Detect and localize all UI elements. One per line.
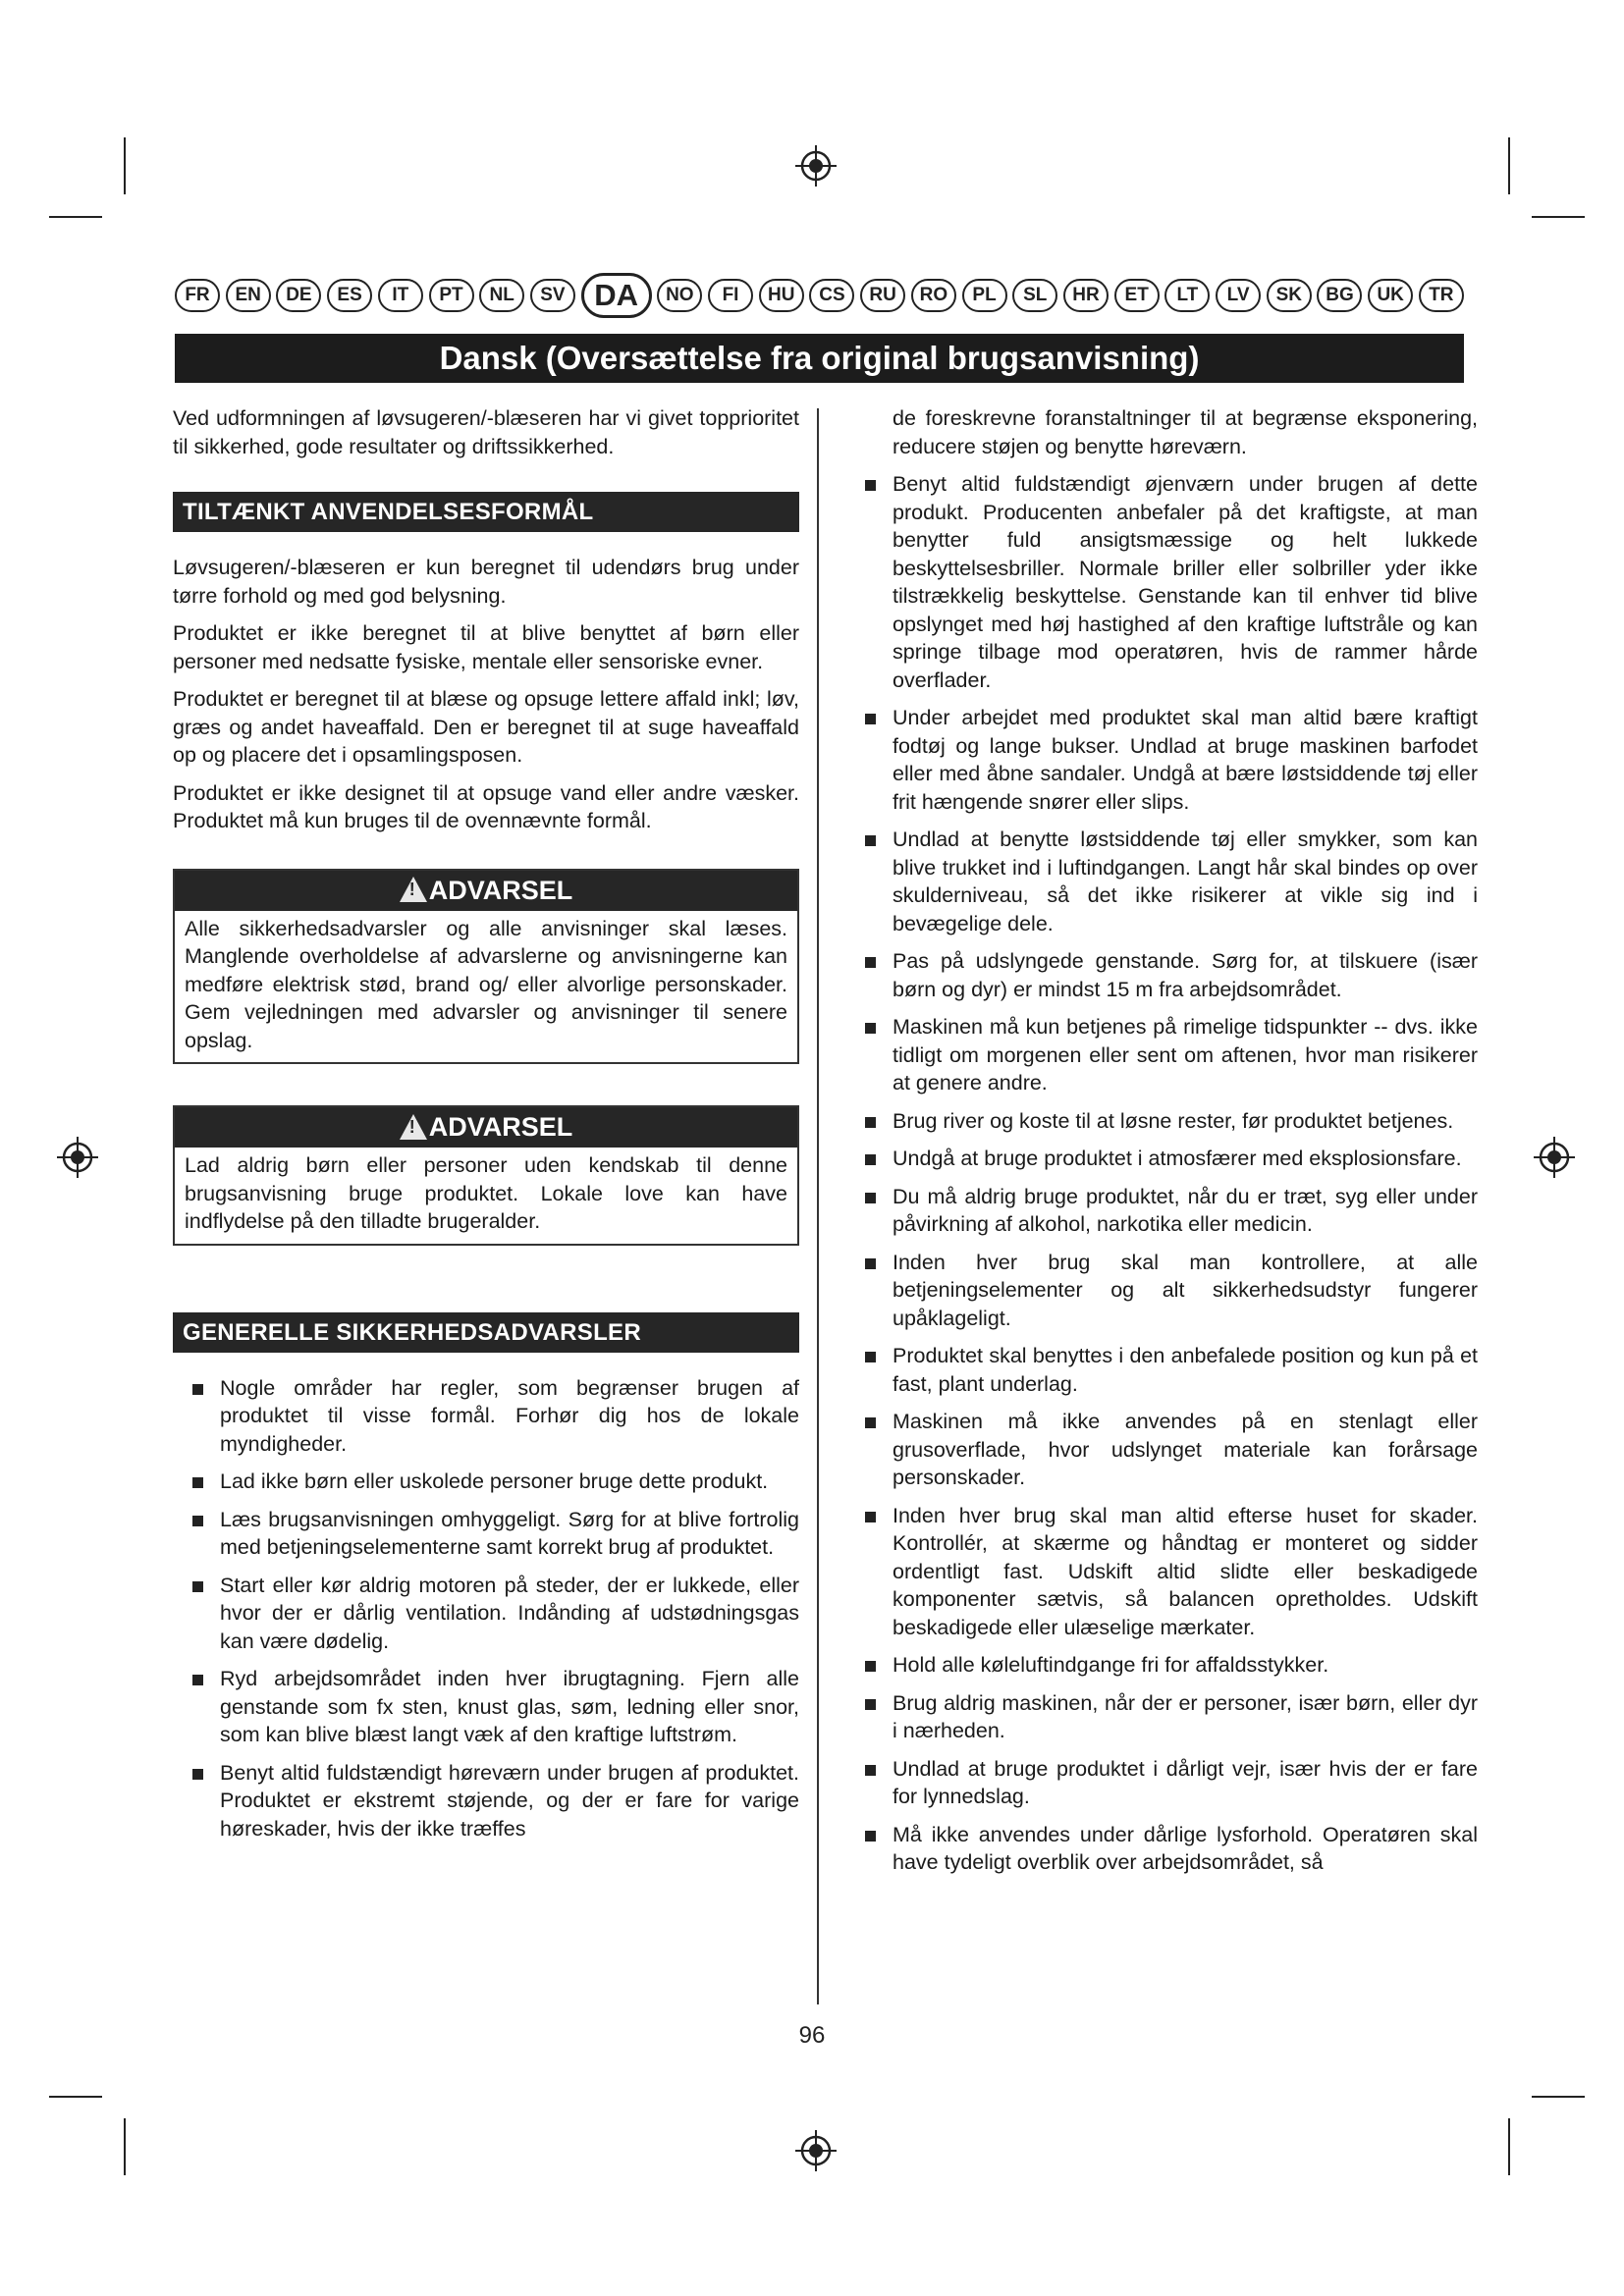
crop-mark [1508,2118,1510,2175]
warning-text: Lad aldrig børn eller personer uden kendskab til denne brugsanvisning bruge produktet. Lokale love kan have indflydelse på den tilladte brugeralder. [185,1153,787,1233]
list-item: Må ikke anvendes under dårlige lysforhold. Operatøren skal have tydeligt overblik over arbejdsområdet, så [861,1821,1478,1877]
language-tab-hu[interactable]: HU [759,279,804,312]
language-tab-sk[interactable]: SK [1267,279,1312,312]
list-item: Maskinen må kun betjenes på rimelige tidspunkter -- dvs. ikke tidligt om morgenen eller sent om aftenen, hvor man risikerer at genere andre. [861,1013,1478,1097]
crop-mark [49,216,102,218]
language-tab-pl[interactable]: PL [962,279,1007,312]
language-tab-da-active[interactable]: DA [581,273,652,318]
general-safety-list [173,1374,799,1843]
warning-heading-text: ADVARSEL [428,1112,573,1143]
registration-mark-icon [793,143,839,188]
language-tab-uk[interactable]: UK [1368,279,1413,312]
list-item: Undlad at benytte løstsiddende tøj eller smykker, som kan blive trukket ind i luftindgangen. Langt hår skal bindes op over skulderniveau, så det ikke risikerer at vikle sig ind i bevægelige dele. [861,826,1478,937]
registration-mark-icon [1532,1135,1577,1180]
paragraph: Produktet er ikke designet til at opsuge vand eller andre væsker. Produktet må kun bruges til de ovennævnte formål. [173,780,799,832]
language-tab-fr[interactable]: FR [175,279,220,312]
list-item: Ryd arbejdsområdet inden hver ibrugtagning. Fjern alle genstande som fx sten, knust glas, søm, ledning eller snor, som kan blive blæst langt væk af den kraftige luftstrøm. [173,1665,799,1749]
crop-mark [1532,216,1585,218]
language-tab-ro[interactable]: RO [911,279,956,312]
crop-mark [1508,137,1510,194]
column-divider [817,408,819,2004]
page-title: Dansk (Oversættelse fra original brugsanvisning) [175,334,1464,383]
list-item: Inden hver brug skal man altid efterse huset for skader. Kontrollér, at skærme og håndtag er monteret og sidder ordentligt fast. Udskift altid slidte eller beskadigede komponenter sætvis, så balancen opretholdes. Udskift beskadigede eller ulæselige mærkater. [861,1502,1478,1642]
list-item: Brug aldrig maskinen, når der er personer, især børn, eller dyr i nærheden. [861,1689,1478,1745]
language-tab-en[interactable]: EN [226,279,271,312]
warning-box [173,1105,799,1246]
list-item: Inden hver brug skal man kontrollere, at alle betjeningselementer og alt sikkerhedsudstyr fungerer upåklageligt. [861,1249,1478,1333]
list-item: Læs brugsanvisningen omhyggeligt. Sørg for at blive fortrolig med betjeningselementerne samt korrekt brug af produktet. [173,1506,799,1562]
list-item: Brug river og koste til at løsne rester, før produktet betjenes. [861,1107,1478,1136]
language-tab-cs[interactable]: CS [809,279,854,312]
intro-paragraph: Ved udformningen af løvsugeren/-blæseren har vi givet topprioritet til sikkerhed, gode resultater og driftssikkerhed. [173,406,799,458]
crop-mark [1532,2096,1585,2098]
section-heading-intended-use: TILTÆNKT ANVENDELSESFORMÅL [173,492,799,532]
crop-mark [124,2118,126,2175]
language-tab-et[interactable]: ET [1114,279,1160,312]
paragraph: Produktet er ikke beregnet til at blive benyttet af børn eller personer med nedsatte fysiske, mentale eller sensoriske evner. [173,621,799,673]
warning-triangle-icon [400,1114,427,1140]
list-item: Maskinen må ikke anvendes på en stenlagt eller grusoverflade, hvor udslynget materiale kan forårsage personskader. [861,1408,1478,1492]
list-item: Lad ikke børn eller uskolede personer bruge dette produkt. [173,1468,799,1496]
language-tab-sv[interactable]: SV [530,279,575,312]
list-item: Benyt altid fuldstændigt øjenværn under brugen af dette produkt. Producenten anbefaler på det kraftigste, at man benytter fuld ansigtsmæssige og helt lukkede beskyttelsesbriller. Normale briller eller solbriller yder ikke tilstrækkelig beskyttelse. Genstande kan til enhver tid blive opslynget med høj hastighed af den kraftige luftstråle og kan springe tilbage mod operatøren, hvis de rammer hårde overflader. [861,470,1478,694]
warning-box [173,869,799,1065]
language-tab-fi[interactable]: FI [708,279,753,312]
language-tab-ru[interactable]: RU [860,279,905,312]
language-tab-lt[interactable]: LT [1164,279,1210,312]
section-heading-general-safety: GENERELLE SIKKERHEDSADVARSLER [173,1312,799,1353]
language-tab-bg[interactable]: BG [1317,279,1362,312]
list-item: Under arbejdet med produktet skal man altid bære kraftigt fodtøj og lange bukser. Undlad at bruge maskinen barfodet eller med åbne sandaler. Undgå at bære løstsiddende tøj eller frit hængende snører eller slips. [861,704,1478,816]
language-tab-de[interactable]: DE [276,279,321,312]
right-column [861,404,1478,1887]
list-item: Hold alle køleluftindgange fri for affaldsstykker. [861,1651,1478,1680]
list-item: Nogle områder har regler, som begrænser brugen af produktet til visse formål. Forhør dig hos de lokale myndigheder. [173,1374,799,1459]
warning-heading [175,871,797,911]
page-number: 96 [798,2022,826,2049]
registration-mark-icon [793,2128,839,2173]
language-tab-nl[interactable]: NL [479,279,524,312]
list-item: Undlad at bruge produktet i dårligt vejr, især hvis der er fare for lynnedslag. [861,1755,1478,1811]
language-tab-lv[interactable]: LV [1216,279,1261,312]
registration-mark-icon [55,1135,100,1180]
paragraph: Produktet er beregnet til at blæse og opsuge lettere affald inkl; løv, græs og andet haveaffald. Den er beregnet til at suge haveaffald op og placere det i opsamlingsposen. [173,687,799,767]
safety-list-continued [861,470,1478,1877]
list-item: Produktet skal benyttes i den anbefalede position og kun på et fast, plant underlag. [861,1342,1478,1398]
continued-text: de foreskrevne foranstaltninger til at begrænse eksponering, reducere støjen og benytte høreværn. [893,406,1478,458]
crop-mark [49,2096,102,2098]
warning-heading-text: ADVARSEL [428,875,573,905]
list-item: Start eller kør aldrig motoren på steder, der er lukkede, eller hvor der er dårlig ventilation. Indånding af udstødningsgas kan være dødelig. [173,1572,799,1656]
language-tab-no[interactable]: NO [657,279,702,312]
list-item: Pas på udslyngede genstande. Sørg for, at tilskuere (især børn og dyr) er mindst 15 m fra arbejdsområdet. [861,947,1478,1003]
warning-text: Alle sikkerhedsadvarsler og alle anvisninger skal læses. Manglende overholdelse af advarslerne og anvisningerne kan medføre elektrisk stød, brand og/ eller alvorlige personskader. Gem vejledningen med advarsler og anvisninger til senere opslag. [185,916,787,1052]
list-item: Benyt altid fuldstændigt høreværn under brugen af produktet. Produktet er ekstremt støjende, og der er fare for varige høreskader, hvis der ikke træffes [173,1759,799,1843]
list-item: Du må aldrig bruge produktet, når du er træt, syg eller under påvirkning af alkohol, narkotika eller medicin. [861,1183,1478,1239]
language-selector [175,273,1464,318]
warning-heading [175,1107,797,1148]
language-tab-es[interactable]: ES [327,279,372,312]
language-tab-pt[interactable]: PT [429,279,474,312]
list-item: Undgå at bruge produktet i atmosfærer med eksplosionsfare. [861,1145,1478,1173]
language-tab-hr[interactable]: HR [1063,279,1109,312]
paragraph: Løvsugeren/-blæseren er kun beregnet til udendørs brug under tørre forhold og med god belysning. [173,556,799,608]
left-column [173,404,799,1852]
language-tab-sl[interactable]: SL [1012,279,1057,312]
language-tab-tr[interactable]: TR [1419,279,1464,312]
crop-mark [124,137,126,194]
language-tab-it[interactable]: IT [378,279,423,312]
warning-triangle-icon [400,877,427,902]
